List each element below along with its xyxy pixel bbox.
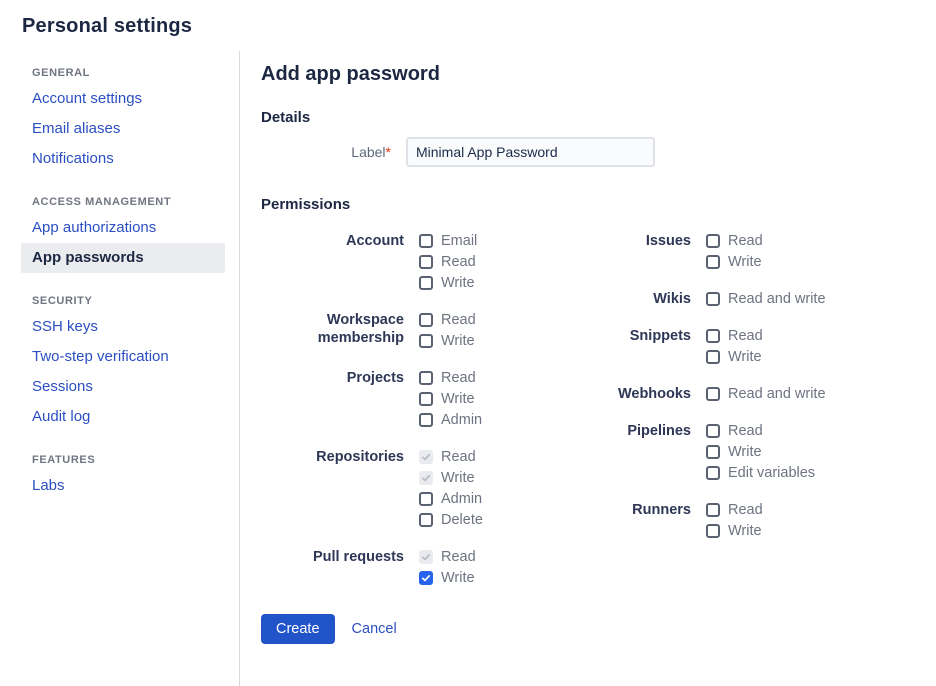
permission-options: [419, 446, 483, 530]
sidebar-item-ssh-keys[interactable]: SSH keys: [32, 318, 98, 335]
permission-group-label: Runners: [632, 502, 691, 518]
form-actions: [261, 614, 936, 644]
permission-group-label: Repositories: [316, 449, 404, 465]
permission-group-label: Projects: [346, 370, 404, 386]
add-app-password-panel: [240, 51, 936, 686]
snippets-write-checkbox[interactable]: [706, 350, 720, 364]
label-form-row: [261, 137, 936, 167]
checkbox-label: Read: [441, 311, 476, 328]
checkbox-label: Read: [728, 232, 763, 249]
repositories-delete-checkbox[interactable]: [419, 513, 433, 527]
pipelines-read-checkbox[interactable]: [706, 424, 720, 438]
projects-write-checkbox[interactable]: [419, 392, 433, 406]
content-area: [0, 51, 936, 686]
permission-group-webhooks: [591, 383, 826, 404]
checkbox-label: Read: [441, 448, 476, 465]
repositories-read-checkbox: [419, 450, 433, 464]
label-text: Label: [351, 144, 386, 160]
permission-options: [706, 383, 826, 404]
permissions-grid: [261, 230, 936, 588]
checkbox-label: Admin: [441, 490, 483, 507]
page-header: [0, 0, 936, 51]
issues-write-checkbox[interactable]: [706, 255, 720, 269]
checkbox-label: Read: [728, 327, 763, 344]
sidebar-section-access-management: [0, 196, 239, 273]
wikis-read-and-write-checkbox[interactable]: [706, 292, 720, 306]
permission-option-runners-write: [706, 520, 763, 541]
account-write-checkbox[interactable]: [419, 276, 433, 290]
permission-option-account-read: [419, 251, 477, 272]
details-heading: Details: [261, 109, 311, 126]
settings-sidebar: [0, 51, 240, 686]
sidebar-item-app-authorizations[interactable]: App authorizations: [32, 219, 157, 236]
repositories-admin-checkbox[interactable]: [419, 492, 433, 506]
sidebar-item-labs[interactable]: Labs: [32, 477, 65, 494]
permission-group-projects: [261, 367, 591, 430]
sidebar-item-sessions[interactable]: Sessions: [32, 378, 93, 395]
permission-options: [706, 230, 763, 272]
permission-option-workspace-membership-read: [419, 309, 476, 330]
permission-option-issues-write: [706, 251, 763, 272]
repositories-write-checkbox: [419, 471, 433, 485]
checkbox-label: Email: [441, 232, 478, 249]
permission-group-wikis: [591, 288, 826, 309]
sidebar-section-security: [0, 295, 239, 432]
page-title: Personal settings: [22, 15, 193, 37]
permission-group-account: [261, 230, 591, 293]
permission-option-pull-requests-write: [419, 567, 476, 588]
permissions-heading: Permissions: [261, 196, 351, 213]
checkbox-label: Read: [441, 253, 476, 270]
checkbox-label: Read: [441, 548, 476, 565]
permission-options: [419, 367, 482, 430]
permission-group-label: Wikis: [653, 291, 691, 307]
permission-group-repositories: [261, 446, 591, 530]
permission-option-repositories-admin: [419, 488, 483, 509]
runners-write-checkbox[interactable]: [706, 524, 720, 538]
permission-group-runners: [591, 499, 826, 541]
sidebar-section-header: ACCESS MANAGEMENT: [32, 196, 172, 208]
permissions-column-right: [591, 230, 826, 588]
checkbox-label: Write: [441, 569, 475, 586]
pipelines-write-checkbox[interactable]: [706, 445, 720, 459]
pipelines-edit-variables-checkbox[interactable]: [706, 466, 720, 480]
sidebar-item-notifications[interactable]: Notifications: [32, 150, 114, 167]
checkbox-label: Write: [441, 332, 475, 349]
projects-read-checkbox[interactable]: [419, 371, 433, 385]
permission-option-projects-read: [419, 367, 482, 388]
sidebar-item-app-passwords[interactable]: App passwords: [21, 243, 225, 273]
permission-group-pull-requests: [261, 546, 591, 588]
permission-group-label: Pull requests: [312, 549, 404, 565]
permission-option-pipelines-edit-variables: [706, 462, 815, 483]
permission-group-label: Issues: [645, 233, 691, 249]
projects-admin-checkbox[interactable]: [419, 413, 433, 427]
checkbox-label: Write: [728, 443, 762, 460]
permission-option-account-write: [419, 272, 477, 293]
permission-option-projects-write: [419, 388, 482, 409]
snippets-read-checkbox[interactable]: [706, 329, 720, 343]
sidebar-section-header: FEATURES: [32, 454, 96, 466]
permission-option-wikis-read-and-write: [706, 288, 826, 309]
cancel-link[interactable]: Cancel: [351, 621, 397, 637]
required-asterisk: *: [385, 144, 391, 160]
sidebar-section-general: [0, 67, 239, 174]
permission-group-pipelines: [591, 420, 826, 483]
create-button[interactable]: Create: [261, 614, 335, 644]
sidebar-nav: [0, 67, 239, 501]
sidebar-item-email-aliases[interactable]: Email aliases: [32, 120, 121, 137]
checkbox-label: Write: [728, 253, 762, 270]
permission-option-workspace-membership-write: [419, 330, 476, 351]
checkbox-label: Write: [441, 390, 475, 407]
checkbox-label: Read: [728, 422, 763, 439]
permission-group-workspace-membership: [261, 309, 591, 351]
checkbox-label: Write: [728, 522, 762, 539]
checkbox-label: Edit variables: [728, 464, 816, 481]
permission-options: [419, 309, 476, 351]
label-input[interactable]: [406, 137, 655, 167]
checkbox-label: Read and write: [728, 385, 826, 402]
permission-option-snippets-read: [706, 325, 763, 346]
account-email-checkbox[interactable]: [419, 234, 433, 248]
permission-group-label: Snippets: [629, 328, 691, 344]
permission-option-projects-admin: [419, 409, 482, 430]
permission-options: [706, 288, 826, 309]
permission-option-account-email: [419, 230, 477, 251]
sidebar-item-two-step-verification[interactable]: Two-step verification: [32, 348, 169, 365]
panel-heading: Add app password: [261, 63, 440, 85]
webhooks-read-and-write-checkbox[interactable]: [706, 387, 720, 401]
permission-options: [706, 420, 815, 483]
workspace-membership-read-checkbox[interactable]: [419, 313, 433, 327]
pull-requests-write-checkbox[interactable]: [419, 571, 433, 585]
permission-group-issues: [591, 230, 826, 272]
permission-options: [706, 499, 763, 541]
permission-group-label: Pipelines: [627, 423, 691, 439]
permission-option-webhooks-read-and-write: [706, 383, 826, 404]
permission-option-repositories-write: [419, 467, 483, 488]
checkbox-label: Read and write: [728, 290, 826, 307]
permission-group-label: Workspace membership: [317, 312, 404, 346]
sidebar-item-audit-log[interactable]: Audit log: [32, 408, 91, 425]
permissions-column-left: [261, 230, 591, 588]
label-field-label: [261, 144, 391, 160]
permission-group-snippets: [591, 325, 826, 367]
account-read-checkbox[interactable]: [419, 255, 433, 269]
permission-option-snippets-write: [706, 346, 763, 367]
permission-option-repositories-delete: [419, 509, 483, 530]
sidebar-section-header: GENERAL: [32, 67, 90, 79]
permission-group-label: Account: [346, 233, 404, 249]
checkbox-label: Read: [441, 369, 476, 386]
runners-read-checkbox[interactable]: [706, 503, 720, 517]
permission-option-pipelines-read: [706, 420, 815, 441]
checkbox-label: Read: [728, 501, 763, 518]
issues-read-checkbox[interactable]: [706, 234, 720, 248]
permission-option-runners-read: [706, 499, 763, 520]
permission-option-pull-requests-read: [419, 546, 476, 567]
permission-options: [419, 546, 476, 588]
sidebar-item-account-settings[interactable]: Account settings: [32, 90, 143, 107]
checkbox-label: Write: [441, 469, 475, 486]
checkbox-label: Admin: [441, 411, 483, 428]
sidebar-section-header: SECURITY: [32, 295, 93, 307]
permission-options: [419, 230, 477, 293]
pull-requests-read-checkbox: [419, 550, 433, 564]
checkbox-label: Write: [441, 274, 475, 291]
sidebar-section-features: [0, 454, 239, 501]
checkbox-label: Delete: [441, 511, 483, 528]
checkbox-label: Write: [728, 348, 762, 365]
permission-option-pipelines-write: [706, 441, 815, 462]
workspace-membership-write-checkbox[interactable]: [419, 334, 433, 348]
permission-options: [706, 325, 763, 367]
permission-option-issues-read: [706, 230, 763, 251]
permission-group-label: Webhooks: [617, 386, 691, 402]
permission-option-repositories-read: [419, 446, 483, 467]
